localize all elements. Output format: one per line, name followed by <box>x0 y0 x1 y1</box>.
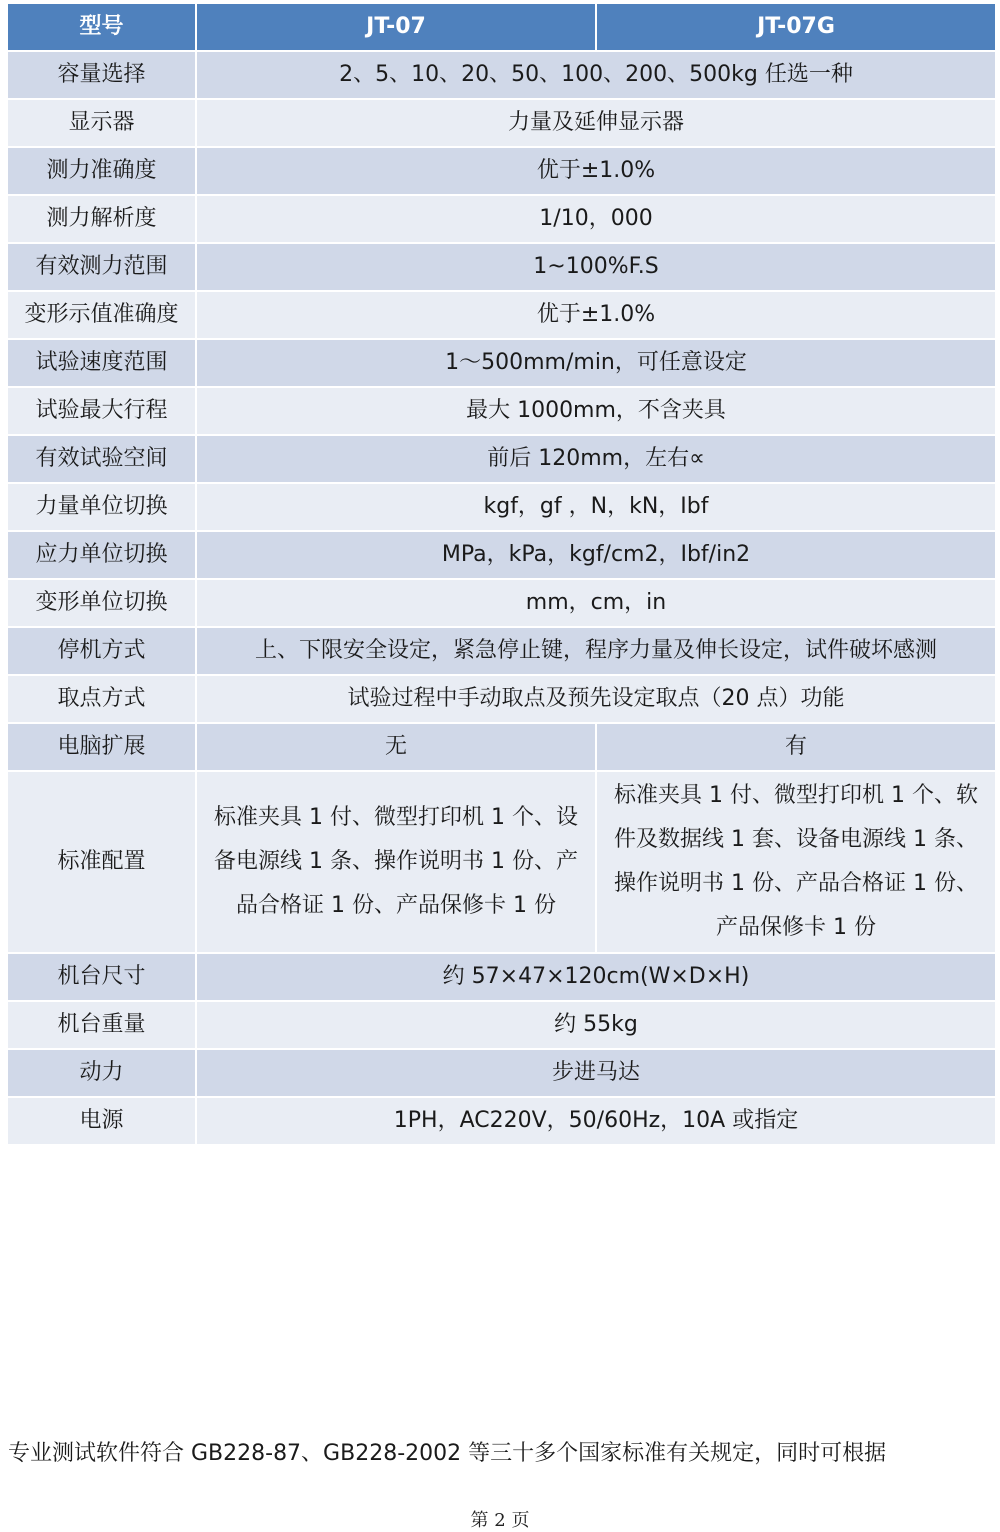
row-value: 上、下限安全设定，紧急停止键，程序力量及伸长设定，试件破坏感测 <box>197 628 995 676</box>
row-value: 力量及延伸显示器 <box>197 100 995 148</box>
row-value: 优于±1.0% <box>197 292 995 340</box>
table-row <box>8 52 995 100</box>
spec-table <box>8 4 995 1146</box>
row-label: 应力单位切换 <box>8 532 197 580</box>
table-row <box>8 1098 995 1146</box>
row-value: 试验过程中手动取点及预先设定取点（20 点）功能 <box>197 676 995 724</box>
header-jt07: JT-07 <box>197 4 597 52</box>
row-value: 约 55kg <box>197 1002 995 1050</box>
row-label: 动力 <box>8 1050 197 1098</box>
row-label: 试验速度范围 <box>8 340 197 388</box>
row-value: mm，cm，in <box>197 580 995 628</box>
table-row <box>8 954 995 1002</box>
row-value: 优于±1.0% <box>197 148 995 196</box>
row-value: kgf，gf ，N，kN，Ibf <box>197 484 995 532</box>
header-model: 型号 <box>8 4 197 52</box>
row-label: 有效测力范围 <box>8 244 197 292</box>
row-label: 电脑扩展 <box>8 724 197 772</box>
row-label: 测力准确度 <box>8 148 197 196</box>
row-value: 约 57×47×120cm(W×D×H) <box>197 954 995 1002</box>
config-jt07: 标准夹具 1 付、微型打印机 1 个、设备电源线 1 条、操作说明书 1 份、产品合格证 1 份、产品保修卡 1 份 <box>197 772 597 954</box>
table-row <box>8 1002 995 1050</box>
row-label: 电源 <box>8 1098 197 1146</box>
page-number: 第 2 页 <box>470 1510 530 1531</box>
row-label: 有效试验空间 <box>8 436 197 484</box>
table-row <box>8 340 995 388</box>
table-header-row <box>8 4 995 52</box>
row-value: 步进马达 <box>197 1050 995 1098</box>
table-row <box>8 244 995 292</box>
row-label: 取点方式 <box>8 676 197 724</box>
row-label: 机台重量 <box>8 1002 197 1050</box>
row-value: 1/10，000 <box>197 196 995 244</box>
row-value: 前后 120mm，左右∝ <box>197 436 995 484</box>
table-row <box>8 580 995 628</box>
row-value: MPa，kPa，kgf/cm2，Ibf/in2 <box>197 532 995 580</box>
row-label: 变形单位切换 <box>8 580 197 628</box>
row-label: 机台尺寸 <box>8 954 197 1002</box>
row-label: 力量单位切换 <box>8 484 197 532</box>
row-label: 标准配置 <box>8 772 197 954</box>
table-row <box>8 532 995 580</box>
table-row <box>8 388 995 436</box>
row-label: 容量选择 <box>8 52 197 100</box>
row-label: 显示器 <box>8 100 197 148</box>
table-row-pc-extension <box>8 724 995 772</box>
row-label: 试验最大行程 <box>8 388 197 436</box>
row-label: 测力解析度 <box>8 196 197 244</box>
pc-extension-jt07g: 有 <box>597 724 995 772</box>
table-row <box>8 484 995 532</box>
row-value: 2、5、10、20、50、100、200、500kg 任选一种 <box>197 52 995 100</box>
table-row <box>8 436 995 484</box>
table-row-standard-config <box>8 772 995 954</box>
table-row <box>8 676 995 724</box>
pc-extension-jt07: 无 <box>197 724 597 772</box>
header-jt07g: JT-07G <box>597 4 995 52</box>
table-row <box>8 196 995 244</box>
row-value: 1PH，AC220V，50/60Hz，10A 或指定 <box>197 1098 995 1146</box>
row-label: 停机方式 <box>8 628 197 676</box>
row-value: 1～500mm/min，可任意设定 <box>197 340 995 388</box>
table-row <box>8 628 995 676</box>
body-paragraph: 专业测试软件符合 GB228-87、GB228-2002 等三十多个国家标准有关规定，同时可根据 <box>8 1441 887 1466</box>
spec-sheet <box>8 4 995 1146</box>
row-label: 变形示值准确度 <box>8 292 197 340</box>
row-value: 最大 1000mm，不含夹具 <box>197 388 995 436</box>
table-row <box>8 292 995 340</box>
table-row <box>8 1050 995 1098</box>
row-value: 1~100%F.S <box>197 244 995 292</box>
config-jt07g: 标准夹具 1 付、微型打印机 1 个、软件及数据线 1 套、设备电源线 1 条、操作说明书 1 份、产品合格证 1 份、产品保修卡 1 份 <box>597 772 995 954</box>
table-row <box>8 148 995 196</box>
table-row <box>8 100 995 148</box>
